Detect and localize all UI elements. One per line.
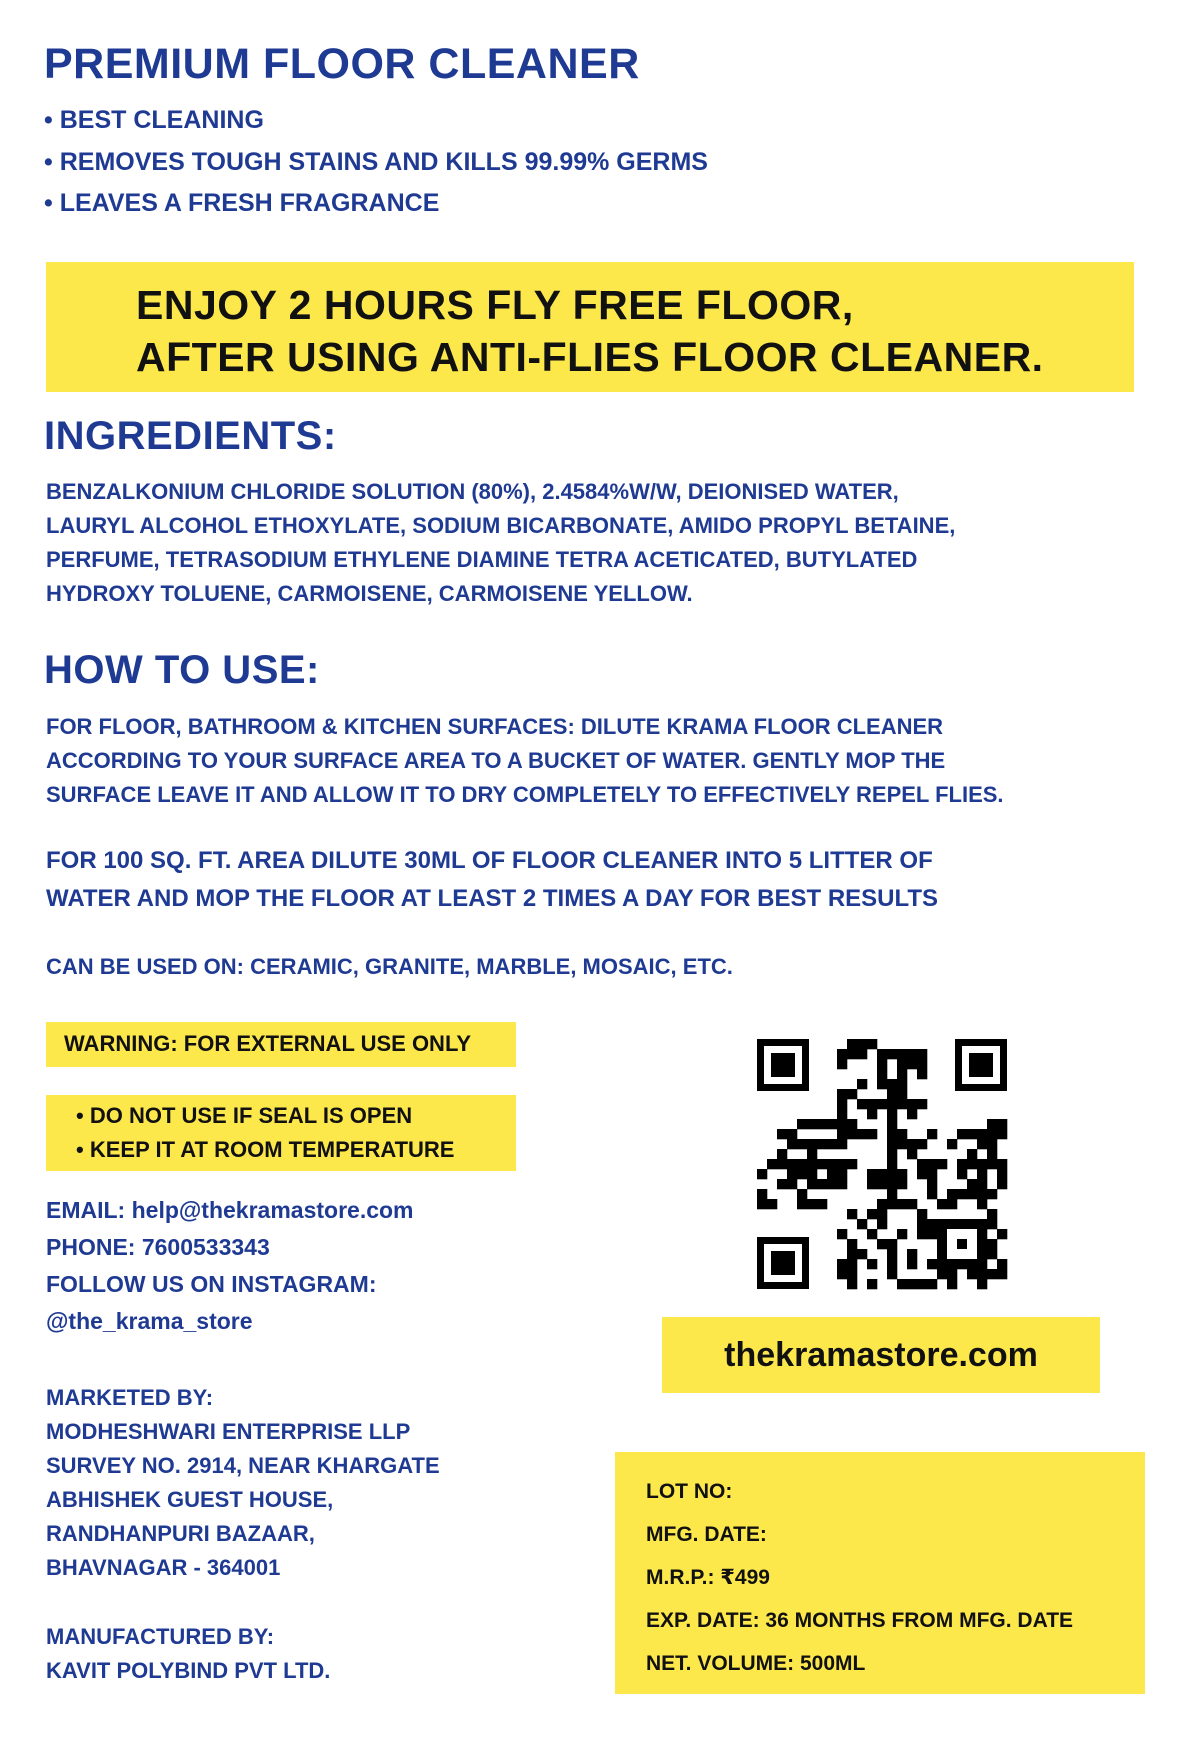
contact-block [46, 1192, 414, 1340]
qr-module [847, 1239, 857, 1249]
qr-module [887, 1139, 897, 1149]
qr-module [777, 1129, 787, 1139]
qr-module [947, 1279, 957, 1289]
qr-module [867, 1259, 877, 1269]
qr-module [837, 1119, 847, 1129]
qr-module [877, 1069, 887, 1079]
qr-module [907, 1109, 917, 1119]
manufacturer-name: KAVIT POLYBIND PVT LTD. [46, 1658, 331, 1683]
qr-module [997, 1269, 1007, 1279]
qr-module [867, 1229, 877, 1239]
qr-module [877, 1179, 887, 1189]
qr-module [847, 1049, 857, 1059]
ingredients-line: LAURYL ALCOHOL ETHOXYLATE, SODIUM BICARBONATE, AMIDO PROPYL BETAINE, [46, 513, 956, 538]
qr-module [847, 1259, 857, 1269]
qr-module [887, 1239, 897, 1249]
qr-module [897, 1059, 907, 1069]
qr-module [877, 1059, 887, 1069]
qr-module [897, 1169, 907, 1179]
qr-module [837, 1089, 847, 1099]
qr-module [887, 1269, 897, 1279]
qr-module [987, 1189, 997, 1199]
qr-module [867, 1109, 877, 1119]
qr-module [987, 1209, 997, 1219]
qr-module [957, 1159, 967, 1169]
qr-module [887, 1049, 897, 1059]
qr-module [847, 1269, 857, 1279]
bullet-icon: • [76, 1103, 84, 1128]
qr-module [987, 1129, 997, 1139]
qr-module [897, 1129, 907, 1139]
qr-module [817, 1119, 827, 1129]
qr-module [907, 1199, 917, 1209]
qr-module [847, 1209, 857, 1219]
qr-module [997, 1159, 1007, 1169]
qr-module [867, 1209, 877, 1219]
bullet-icon: • [44, 189, 53, 217]
how-to-use-heading: HOW TO USE: [44, 648, 320, 692]
qr-module [797, 1119, 807, 1129]
qr-finder-bottom-left [757, 1237, 809, 1289]
qr-module [887, 1089, 897, 1099]
qr-module [977, 1179, 987, 1189]
qr-module [927, 1169, 937, 1179]
qr-module [927, 1219, 937, 1229]
expiry-date: EXP. DATE: 36 MONTHS FROM MFG. DATE [646, 1609, 1074, 1632]
qr-module [957, 1189, 967, 1199]
website-link[interactable]: thekramastore.com [724, 1336, 1038, 1374]
qr-module [797, 1199, 807, 1209]
qr-module [977, 1279, 987, 1289]
marketed-by-block [46, 1381, 440, 1585]
qr-module [887, 1149, 897, 1159]
qr-module [837, 1099, 847, 1109]
qr-module [917, 1059, 927, 1069]
usage-line: ACCORDING TO YOUR SURFACE AREA TO A BUCKET OF WATER. GENTLY MOP THE [46, 748, 946, 773]
qr-module [907, 1049, 917, 1059]
bullet-icon: • [44, 106, 53, 134]
qr-module [837, 1109, 847, 1119]
address-line: ABHISHEK GUEST HOUSE, [46, 1487, 334, 1512]
qr-module [837, 1269, 847, 1279]
bullet-icon: • [76, 1137, 84, 1162]
qr-module [857, 1249, 867, 1259]
qr-module [867, 1039, 877, 1049]
qr-module [767, 1199, 777, 1209]
qr-module [787, 1129, 797, 1139]
qr-module [897, 1089, 907, 1099]
qr-module [927, 1179, 937, 1189]
qr-module [797, 1159, 807, 1169]
qr-module [997, 1169, 1007, 1179]
banner-line-1: ENJOY 2 HOURS FLY FREE FLOOR, [136, 282, 854, 328]
qr-module [977, 1139, 987, 1149]
qr-module [847, 1039, 857, 1049]
qr-module [797, 1189, 807, 1199]
qr-module [987, 1119, 997, 1129]
qr-module [977, 1269, 987, 1279]
qr-module [997, 1229, 1007, 1239]
qr-module [807, 1149, 817, 1159]
qr-module [837, 1259, 847, 1269]
qr-module [797, 1139, 807, 1149]
qr-module [847, 1279, 857, 1289]
qr-module [897, 1049, 907, 1059]
qr-module [977, 1169, 987, 1179]
qr-module [927, 1159, 937, 1169]
qr-module [967, 1179, 977, 1189]
qr-module [837, 1139, 847, 1149]
qr-code-icon[interactable] [755, 1037, 1009, 1291]
qr-module [877, 1239, 887, 1249]
qr-module [897, 1139, 907, 1149]
phone-text: PHONE: 7600533343 [46, 1234, 270, 1260]
qr-module [967, 1149, 977, 1159]
feature-item [44, 189, 439, 218]
qr-module [847, 1089, 857, 1099]
qr-finder-top-right [955, 1039, 1007, 1091]
dilution-line: WATER AND MOP THE FLOOR AT LEAST 2 TIMES A DAY FOR BEST RESULTS [46, 885, 939, 912]
qr-module [867, 1129, 877, 1139]
caution-label: KEEP IT AT ROOM TEMPERATURE [89, 1137, 455, 1162]
qr-code-graphic [755, 1037, 1009, 1291]
address-line: RANDHANPURI BAZAAR, [46, 1521, 315, 1546]
qr-module [887, 1189, 897, 1199]
qr-module [787, 1169, 797, 1179]
qr-module [947, 1269, 957, 1279]
dilution-instructions [46, 842, 1086, 918]
qr-module [907, 1259, 917, 1269]
caution-item [76, 1133, 454, 1167]
qr-module [947, 1139, 957, 1149]
qr-module [967, 1189, 977, 1199]
qr-module [957, 1129, 967, 1139]
ingredients-list [46, 475, 1046, 611]
qr-alignment-pattern [957, 1239, 967, 1249]
qr-module [847, 1119, 857, 1129]
qr-module [947, 1189, 957, 1199]
manufactured-by-block [46, 1620, 330, 1688]
qr-module [807, 1139, 817, 1149]
qr-module [877, 1099, 887, 1109]
qr-module [997, 1129, 1007, 1139]
manufactured-by-label: MANUFACTURED BY: [46, 1624, 275, 1649]
product-info-list [646, 1470, 1073, 1685]
qr-module [807, 1199, 817, 1209]
qr-module [837, 1049, 847, 1059]
qr-module [887, 1199, 897, 1209]
feature-label: LEAVES A FRESH FRAGRANCE [59, 189, 440, 217]
qr-module [857, 1129, 867, 1139]
feature-item [44, 148, 708, 177]
qr-module [967, 1129, 977, 1139]
address-line: BHAVNAGAR - 364001 [46, 1555, 281, 1580]
qr-module [887, 1259, 897, 1269]
qr-module [977, 1189, 987, 1199]
qr-module [927, 1189, 937, 1199]
qr-module [907, 1059, 917, 1069]
qr-module [787, 1139, 797, 1149]
qr-module [897, 1069, 907, 1079]
feature-label: REMOVES TOUGH STAINS AND KILLS 99.99% GERMS [59, 148, 708, 176]
caution-item [76, 1099, 412, 1133]
qr-module [897, 1199, 907, 1209]
qr-module [837, 1059, 847, 1069]
qr-module [867, 1169, 877, 1179]
instagram-label: FOLLOW US ON INSTAGRAM: [46, 1271, 377, 1297]
qr-module [887, 1179, 897, 1189]
qr-module [917, 1209, 927, 1219]
ingredients-line: BENZALKONIUM CHLORIDE SOLUTION (80%), 2.4584%W/W, DEIONISED WATER, [46, 479, 899, 504]
qr-module [977, 1129, 987, 1139]
qr-module [917, 1219, 927, 1229]
qr-module [857, 1039, 867, 1049]
qr-module [847, 1129, 857, 1139]
qr-module [887, 1249, 897, 1259]
qr-module [887, 1109, 897, 1119]
qr-module [917, 1049, 927, 1059]
qr-module [807, 1159, 817, 1169]
address-line: MODHESHWARI ENTERPRISE LLP [46, 1419, 411, 1444]
qr-module [967, 1269, 977, 1279]
qr-module [977, 1199, 987, 1209]
usage-instructions [46, 710, 1086, 812]
qr-module [907, 1099, 917, 1109]
qr-module [857, 1049, 867, 1059]
qr-module [937, 1199, 947, 1209]
qr-module [847, 1159, 857, 1169]
qr-module [917, 1139, 927, 1149]
qr-module [807, 1179, 817, 1189]
email-text: EMAIL: help@thekramastore.com [46, 1197, 414, 1223]
qr-module [877, 1049, 887, 1059]
feature-item [44, 106, 264, 135]
qr-module [897, 1279, 907, 1289]
qr-module [877, 1079, 887, 1089]
qr-module [837, 1169, 847, 1179]
qr-module [907, 1139, 917, 1149]
qr-module [857, 1219, 867, 1229]
qr-module [757, 1189, 767, 1199]
lot-number: LOT NO: [646, 1480, 733, 1503]
qr-module [817, 1159, 827, 1169]
qr-module [927, 1129, 937, 1139]
qr-module [867, 1179, 877, 1189]
qr-module [957, 1169, 967, 1179]
caution-label: DO NOT USE IF SEAL IS OPEN [89, 1103, 413, 1128]
warning-text: WARNING: FOR EXTERNAL USE ONLY [64, 1031, 472, 1056]
qr-module [817, 1199, 827, 1209]
ingredients-line: HYDROXY TOLUENE, CARMOISENE, CARMOISENE YELLOW. [46, 581, 693, 606]
qr-module [917, 1159, 927, 1169]
product-info-box [615, 1452, 1145, 1694]
website-box [662, 1317, 1100, 1393]
qr-module [917, 1099, 927, 1109]
qr-module [927, 1229, 937, 1239]
qr-module [867, 1099, 877, 1109]
address-line: SURVEY NO. 2914, NEAR KHARGATE [46, 1453, 440, 1478]
qr-module [997, 1259, 1007, 1269]
feature-label: BEST CLEANING [59, 106, 264, 134]
qr-module [847, 1249, 857, 1259]
qr-module [837, 1229, 847, 1239]
mrp-price: M.R.P.: ₹499 [646, 1566, 770, 1589]
qr-module [777, 1159, 787, 1169]
qr-module [987, 1269, 997, 1279]
qr-module [887, 1099, 897, 1109]
qr-module [987, 1219, 997, 1229]
qr-module [887, 1169, 897, 1179]
qr-module [837, 1159, 847, 1169]
qr-module [987, 1239, 997, 1249]
qr-module [817, 1179, 827, 1189]
ingredients-line: PERFUME, TETRASODIUM ETHYLENE DIAMINE TETRA ACETICATED, BUTYLATED [46, 547, 918, 572]
qr-module [857, 1099, 867, 1109]
qr-module [987, 1139, 997, 1149]
qr-module [897, 1229, 907, 1239]
qr-module [917, 1069, 927, 1079]
qr-module [907, 1249, 917, 1259]
usage-line: FOR FLOOR, BATHROOM & KITCHEN SURFACES: DILUTE KRAMA FLOOR CLEANER [46, 714, 944, 739]
qr-module [887, 1159, 897, 1169]
qr-module [837, 1129, 847, 1139]
bullet-icon: • [44, 148, 53, 176]
qr-module [907, 1279, 917, 1289]
cautions-box [46, 1095, 516, 1171]
qr-module [827, 1169, 837, 1179]
qr-module [887, 1119, 897, 1129]
qr-module [887, 1129, 897, 1139]
surfaces-note: CAN BE USED ON: CERAMIC, GRANITE, MARBLE, MOSAIC, ETC. [46, 954, 733, 979]
qr-module [757, 1199, 767, 1209]
qr-module [987, 1149, 997, 1159]
ingredients-heading: INGREDIENTS: [44, 414, 337, 458]
qr-module [917, 1229, 927, 1239]
qr-module [897, 1079, 907, 1089]
mfg-date: MFG. DATE: [646, 1523, 767, 1546]
qr-module [997, 1179, 1007, 1189]
banner-line-2: AFTER USING ANTI-FLIES FLOOR CLEANER. [136, 334, 1044, 380]
qr-module [837, 1179, 847, 1189]
qr-module [827, 1119, 837, 1129]
qr-module [927, 1279, 937, 1289]
qr-module [787, 1179, 797, 1189]
qr-module [757, 1169, 767, 1179]
qr-module [877, 1209, 887, 1219]
qr-module [867, 1279, 877, 1289]
marketed-by-label: MARKETED BY: [46, 1385, 214, 1410]
qr-module [897, 1179, 907, 1189]
net-volume: NET. VOLUME: 500ML [646, 1652, 866, 1675]
qr-module [827, 1139, 837, 1149]
qr-module [767, 1159, 777, 1169]
qr-module [777, 1149, 787, 1159]
instagram-handle: @the_krama_store [46, 1308, 253, 1334]
qr-module [997, 1119, 1007, 1129]
qr-module [937, 1269, 947, 1279]
qr-module [877, 1219, 887, 1229]
qr-module [947, 1199, 957, 1209]
page-title: PREMIUM FLOOR CLEANER [44, 40, 640, 88]
usage-line: SURFACE LEAVE IT AND ALLOW IT TO DRY COMPLETELY TO EFFECTIVELY REPEL FLIES. [46, 782, 1004, 807]
qr-module [887, 1079, 897, 1089]
qr-module [787, 1159, 797, 1169]
qr-module [897, 1099, 907, 1109]
qr-module [987, 1159, 997, 1169]
qr-module [967, 1159, 977, 1169]
qr-module [927, 1259, 937, 1269]
qr-module [877, 1169, 887, 1179]
qr-module [797, 1169, 807, 1179]
qr-module [977, 1159, 987, 1169]
qr-module [817, 1139, 827, 1149]
qr-module [857, 1079, 867, 1089]
qr-finder-top-left [757, 1039, 809, 1091]
qr-module [987, 1249, 997, 1259]
promo-banner [46, 262, 1134, 392]
qr-module [907, 1149, 917, 1159]
dilution-line: FOR 100 SQ. FT. AREA DILUTE 30ML OF FLOOR CLEANER INTO 5 LITTER OF [46, 847, 933, 874]
qr-module [777, 1179, 787, 1189]
qr-module [937, 1159, 947, 1169]
qr-module [827, 1159, 837, 1169]
qr-module [877, 1199, 887, 1209]
qr-module [807, 1169, 817, 1179]
warning-box [46, 1022, 516, 1067]
qr-module [807, 1119, 817, 1129]
qr-module [827, 1179, 837, 1189]
qr-module [917, 1169, 927, 1179]
qr-module [917, 1279, 927, 1289]
